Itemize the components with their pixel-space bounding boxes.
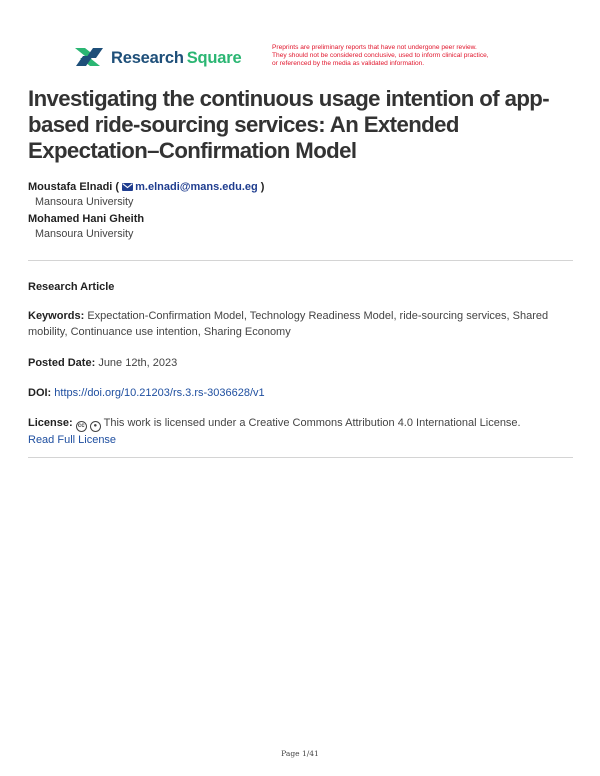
page-number: Page 1/41 [281, 749, 319, 758]
license-text: This work is licensed under a Creative Commons Attribution 4.0 International License. [103, 417, 521, 429]
logo-wordmark: Research Square [111, 48, 242, 67]
author-1: Moustafa Elnadi ( m.elnadi@mans.edu.eg ) [28, 181, 265, 193]
author-email: m.elnadi@mans.edu.eg [135, 181, 258, 193]
read-full-license-link[interactable]: Read Full License [28, 434, 117, 446]
keywords-value: Expectation-Confirmation Model, Technology Readiness Model, ride-sourcing services, Shared mobility, Continuance use intention, Sharing Economy [28, 310, 549, 338]
author-2: Mohamed Hani Gheith [28, 213, 145, 225]
article-type: Research Article [28, 281, 115, 293]
research-square-logo[interactable] [74, 46, 241, 70]
creative-commons-icon: cc [76, 421, 87, 432]
author-list [28, 180, 264, 244]
posted-date [28, 355, 576, 371]
author-name: Moustafa Elnadi [28, 181, 113, 193]
envelope-icon [122, 183, 133, 191]
attribution-icon: ● [90, 421, 101, 432]
research-square-logo-icon [74, 46, 104, 70]
divider [28, 457, 573, 458]
author-affiliation: Mansoura University [35, 196, 134, 208]
doi-label: DOI: [28, 387, 52, 399]
posted-date-value: June 12th, 2023 [98, 357, 178, 369]
license [28, 415, 576, 448]
disclaimer-line: Preprints are preliminary reports that have not undergone peer review. [272, 44, 477, 51]
author-email-link[interactable] [122, 181, 258, 193]
disclaimer-line: or referenced by the media as validated information. [272, 60, 425, 68]
preprint-disclaimer [272, 44, 542, 69]
doi [28, 385, 576, 401]
keywords-label: Keywords: [28, 310, 85, 322]
license-label: License: [28, 417, 73, 429]
disclaimer-line: They should not be considered conclusive, used to inform clinical practice, [272, 52, 489, 60]
paper-title: Investigating the continuous usage intention of app-based ride-sourcing services: An Extended Expectation–Confirmation Model [28, 86, 550, 163]
doi-link[interactable]: https://doi.org/10.21203/rs.3.rs-3036628/v1 [54, 387, 265, 399]
posted-date-label: Posted Date: [28, 357, 96, 369]
divider [28, 260, 573, 261]
author-affiliation: Mansoura University [35, 228, 134, 240]
keywords [28, 308, 576, 340]
